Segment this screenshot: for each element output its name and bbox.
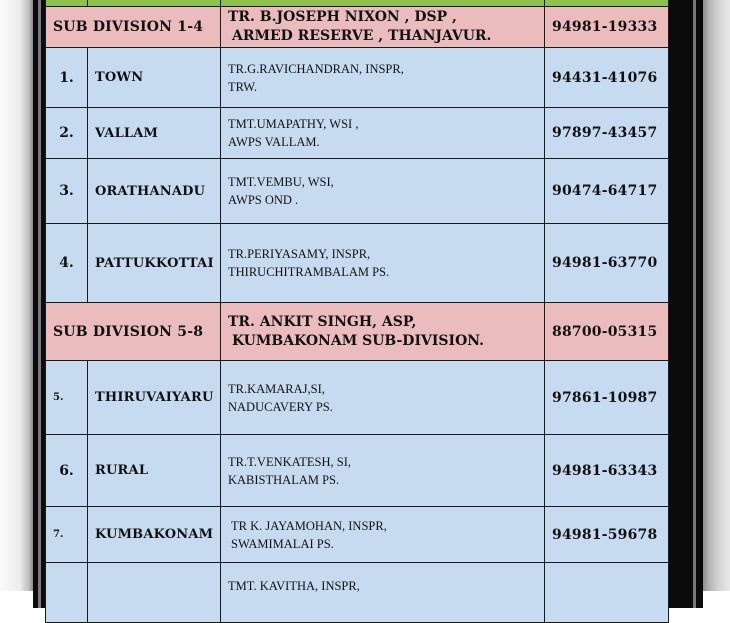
station-name: RURAL xyxy=(88,435,221,507)
sub-division-name: SUB DIVISION 1-4 xyxy=(46,7,221,48)
sub-division-name: SUB DIVISION 5-8 xyxy=(46,303,221,361)
officer-details: TR K. JAYAMOHAN, INSPR, SWAMIMALAI PS. xyxy=(221,507,545,563)
phone-number: 90474-64717 xyxy=(545,159,669,224)
officer-details: TMT. KAVITHA, INSPR, xyxy=(221,563,545,623)
table-row xyxy=(46,108,669,159)
serial-number: 4. xyxy=(46,224,88,303)
phone-number: 94431-41076 xyxy=(545,48,669,108)
table-row xyxy=(46,48,669,108)
table-row xyxy=(46,507,669,563)
phone-number: 94981-19333 xyxy=(545,7,669,48)
left-page-margin xyxy=(0,0,33,591)
sub-division-row xyxy=(46,303,669,361)
table-row xyxy=(46,224,669,303)
officer-details: TR.T.VENKATESH, SI, KABISTHALAM PS. xyxy=(221,435,545,507)
officer-details: TR.KAMARAJ,SI, NADUCAVERY PS. xyxy=(221,361,545,435)
serial-number: 3. xyxy=(46,159,88,224)
phone-number: 97861-10987 xyxy=(545,361,669,435)
phone-number xyxy=(545,563,669,623)
sub-division-row xyxy=(46,7,669,48)
officer-details: TMT.VEMBU, WSI, AWPS OND . xyxy=(221,159,545,224)
phone-number: 88700-05315 xyxy=(545,303,669,361)
right-page-margin xyxy=(703,0,730,591)
station-name: PATTUKKOTTAI xyxy=(88,224,221,303)
phone-number: 97897-43457 xyxy=(545,108,669,159)
table-row xyxy=(46,361,669,435)
phone-number: 94981-59678 xyxy=(545,507,669,563)
serial-number: 1. xyxy=(46,48,88,108)
officer-details: TR.PERIYASAMY, INSPR, THIRUCHITRAMBALAM PS. xyxy=(221,224,545,303)
station-name: THIRUVAIYARU xyxy=(88,361,221,435)
table-row xyxy=(46,563,669,623)
station-name: KUMBAKONAM xyxy=(88,507,221,563)
serial-number xyxy=(46,563,88,623)
table-row xyxy=(46,435,669,507)
phone-number: 94981-63343 xyxy=(545,435,669,507)
officer-details: TMT.UMAPATHY, WSI , AWPS VALLAM. xyxy=(221,108,545,159)
table-row xyxy=(46,159,669,224)
serial-number: 7. xyxy=(46,507,88,563)
serial-number: 5. xyxy=(46,361,88,435)
officer-contact-table xyxy=(45,0,669,623)
station-name: VALLAM xyxy=(88,108,221,159)
sub-division-officer: TR. ANKIT SINGH, ASP, KUMBAKONAM SUB-DIVISION. xyxy=(221,303,545,361)
officer-details: TR.G.RAVICHANDRAN, INSPR, TRW. xyxy=(221,48,545,108)
sub-division-officer: TR. B.JOSEPH NIXON , DSP , ARMED RESERVE , THANJAVUR. xyxy=(221,7,545,48)
station-name: ORATHANADU xyxy=(88,159,221,224)
phone-number: 94981-63770 xyxy=(545,224,669,303)
station-name xyxy=(88,563,221,623)
serial-number: 2. xyxy=(46,108,88,159)
station-name: TOWN xyxy=(88,48,221,108)
serial-number: 6. xyxy=(46,435,88,507)
